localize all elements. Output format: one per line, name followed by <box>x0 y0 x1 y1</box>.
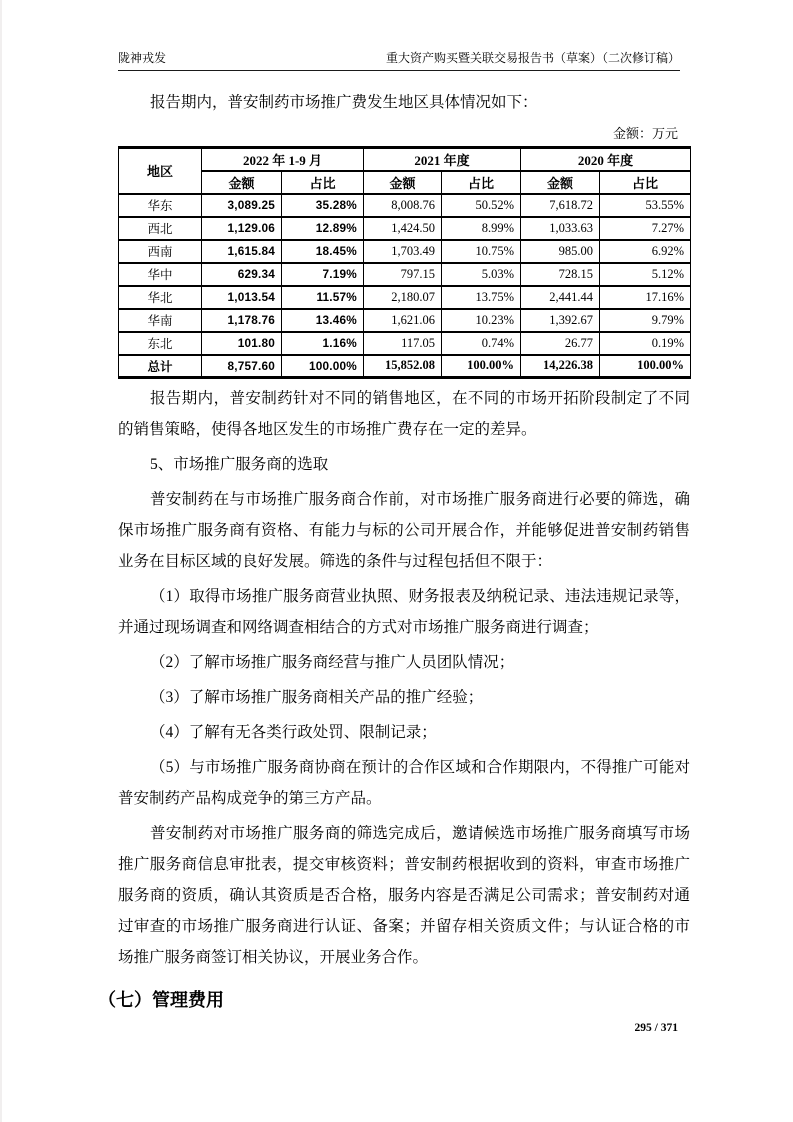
region-promotion-fee-table <box>118 146 691 379</box>
amount-2020-cell: 1,033.63 <box>521 217 600 240</box>
amount-2020-cell: 7,618.72 <box>521 194 600 217</box>
region-cell: 东北 <box>119 332 202 355</box>
table-header-row-subcolumns <box>119 171 691 194</box>
ratio-2022-cell: 11.57% <box>282 286 364 309</box>
ratio-2021-cell: 0.74% <box>442 332 521 355</box>
ratio-2022-cell: 35.28% <box>282 194 364 217</box>
ratio-2021-cell: 100.00% <box>442 355 521 378</box>
ratio-2022-cell: 13.46% <box>282 309 364 332</box>
ratio-2020-cell: 53.55% <box>600 194 691 217</box>
amount-2022-cell: 629.34 <box>202 263 282 286</box>
amount-2020-cell: 26.77 <box>521 332 600 355</box>
col-header-period-2021: 2021 年度 <box>364 148 521 171</box>
region-cell: 西南 <box>119 240 202 263</box>
amount-2022-cell: 8,757.60 <box>202 355 282 378</box>
ratio-2021-cell: 10.23% <box>442 309 521 332</box>
table-row <box>119 332 691 355</box>
amount-2022-cell: 1,615.84 <box>202 240 282 263</box>
ratio-2022-cell: 12.89% <box>282 217 364 240</box>
list-item-4: （4）了解有无各类行政处罚、限制记录； <box>150 724 437 741</box>
body-paragraph: 普安制药对市场推广服务商的筛选完成后，邀请候选市场推广服务商填写市场推广服务商信息审批表，提交审核资料；普安制药根据收到的资料，审查市场推广服务商的资质，确认其资质是否合格，服务内容是否满足公司需求；普安制药对通过审查的市场推广服务商进行认证、备案；并留存相关资质文件；与认证合格的市场推广服务商签订相关协议，开展业务合作。 <box>118 825 690 966</box>
amount-2020-cell: 14,226.38 <box>521 355 600 378</box>
amount-2022-cell: 1,013.54 <box>202 286 282 309</box>
col-header-ratio-2021: 占比 <box>442 171 521 194</box>
table-row <box>119 286 691 309</box>
col-header-period-2022: 2022 年 1-9 月 <box>202 148 364 171</box>
amount-2020-cell: 728.15 <box>521 263 600 286</box>
amount-2022-cell: 3,089.25 <box>202 194 282 217</box>
amount-2021-cell: 1,703.49 <box>364 240 442 263</box>
ratio-2020-cell: 17.16% <box>600 286 691 309</box>
col-header-amount-2022: 金额 <box>202 171 282 194</box>
col-header-region: 地区 <box>119 148 202 194</box>
table-header-row-periods <box>119 148 691 171</box>
col-header-amount-2020: 金额 <box>521 171 600 194</box>
ratio-2020-cell: 6.92% <box>600 240 691 263</box>
list-item-5: （5）与市场推广服务商协商在预计的合作区域和合作期限内，不得推广可能对普安制药产品构成竞争的第三方产品。 <box>118 759 690 807</box>
ratio-2021-cell: 8.99% <box>442 217 521 240</box>
intro-paragraph: 报告期内，普安制药市场推广费发生地区具体情况如下： <box>150 94 538 111</box>
col-header-ratio-2022: 占比 <box>282 171 364 194</box>
amount-2020-cell: 1,392.67 <box>521 309 600 332</box>
region-cell: 华南 <box>119 309 202 332</box>
ratio-2022-cell: 100.00% <box>282 355 364 378</box>
header-document-title: 重大资产购买暨关联交易报告书（草案）（二次修订稿） <box>385 51 680 65</box>
amount-2021-cell: 117.05 <box>364 332 442 355</box>
amount-2021-cell: 15,852.08 <box>364 355 442 378</box>
region-cell: 华东 <box>119 194 202 217</box>
table-unit-note: 金额：万元 <box>612 126 678 141</box>
amount-2022-cell: 101.80 <box>202 332 282 355</box>
amount-2022-cell: 1,129.06 <box>202 217 282 240</box>
region-cell: 总计 <box>119 355 202 378</box>
amount-2021-cell: 2,180.07 <box>364 286 442 309</box>
col-header-period-2020: 2020 年度 <box>521 148 691 171</box>
amount-2021-cell: 8,008.76 <box>364 194 442 217</box>
col-header-ratio-2020: 占比 <box>600 171 691 194</box>
table-total-row <box>119 355 691 378</box>
page-number: 295 / 371 <box>634 1022 678 1034</box>
ratio-2021-cell: 5.03% <box>442 263 521 286</box>
ratio-2020-cell: 5.12% <box>600 263 691 286</box>
ratio-2021-cell: 10.75% <box>442 240 521 263</box>
list-item-1: （1）取得市场推广服务商营业执照、财务报表及纳税记录、违法违规记录等，并通过现场调查和网络调查相结合的方式对市场推广服务商进行调查； <box>118 588 690 636</box>
list-item-2: （2）了解市场推广服务商经营与推广人员团队情况； <box>150 654 515 671</box>
table-row <box>119 309 691 332</box>
table-body <box>119 194 691 378</box>
section-heading-7: （七）管理费用 <box>98 990 224 1010</box>
amount-2020-cell: 2,441.44 <box>521 286 600 309</box>
page-header <box>118 50 680 71</box>
amount-2021-cell: 1,621.06 <box>364 309 442 332</box>
ratio-2020-cell: 100.00% <box>600 355 691 378</box>
table-row <box>119 263 691 286</box>
ratio-2020-cell: 9.79% <box>600 309 691 332</box>
table-row <box>119 217 691 240</box>
amount-2021-cell: 797.15 <box>364 263 442 286</box>
subsection-heading-5: 5、市场推广服务商的选取 <box>150 456 329 473</box>
amount-2021-cell: 1,424.50 <box>364 217 442 240</box>
ratio-2022-cell: 1.16% <box>282 332 364 355</box>
col-header-amount-2021: 金额 <box>364 171 442 194</box>
region-cell: 华中 <box>119 263 202 286</box>
ratio-2020-cell: 7.27% <box>600 217 691 240</box>
ratio-2021-cell: 50.52% <box>442 194 521 217</box>
table-row <box>119 194 691 217</box>
ratio-2021-cell: 13.75% <box>442 286 521 309</box>
region-cell: 华北 <box>119 286 202 309</box>
ratio-2020-cell: 0.19% <box>600 332 691 355</box>
header-company-name: 陇神戎发 <box>118 51 167 65</box>
body-paragraph: 普安制药在与市场推广服务商合作前，对市场推广服务商进行必要的筛选，确保市场推广服务商有资格、有能力与标的公司开展合作，并能够促进普安制药销售业务在目标区域的良好发展。筛选的条件与过程包括但不限于： <box>118 491 690 570</box>
body-paragraph: 报告期内，普安制药针对不同的销售地区，在不同的市场开拓阶段制定了不同的销售策略，使得各地区发生的市场推广费存在一定的差异。 <box>118 390 690 438</box>
table-head <box>119 148 691 194</box>
ratio-2022-cell: 18.45% <box>282 240 364 263</box>
amount-2020-cell: 985.00 <box>521 240 600 263</box>
region-cell: 西北 <box>119 217 202 240</box>
ratio-2022-cell: 7.19% <box>282 263 364 286</box>
page-content <box>98 0 690 1036</box>
list-item-3: （3）了解市场推广服务商相关产品的推广经验； <box>150 689 484 706</box>
amount-2022-cell: 1,178.76 <box>202 309 282 332</box>
table-row <box>119 240 691 263</box>
